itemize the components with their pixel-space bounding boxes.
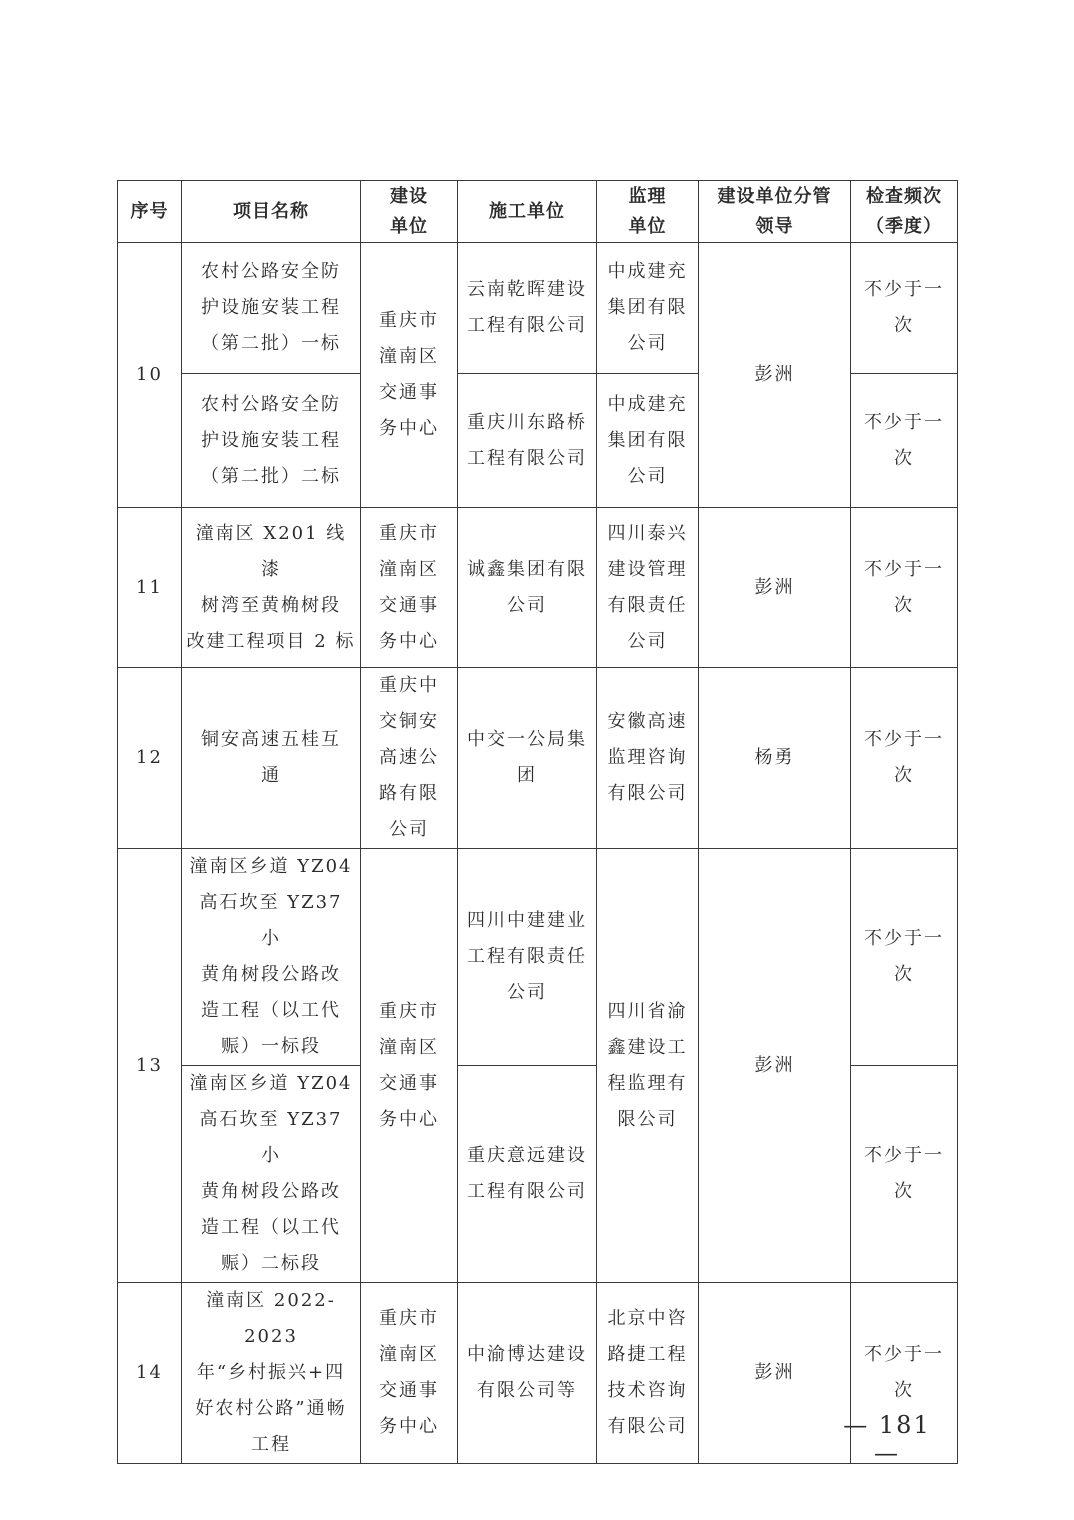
- contractor: 云南乾晖建设 工程有限公司: [458, 243, 597, 374]
- table-row: [118, 668, 958, 849]
- leader: 彭洲: [699, 508, 851, 668]
- frequency: 不少于一 次: [851, 1283, 958, 1464]
- supervisor: 北京中咨 路捷工程 技术咨询 有限公司: [597, 1283, 699, 1464]
- contractor: 四川中建建业 工程有限责任 公司: [458, 849, 597, 1066]
- frequency: 不少于一 次: [851, 668, 958, 849]
- leader: 彭洲: [699, 243, 851, 508]
- build-unit: 重庆市 潼南区 交通事 务中心: [361, 849, 458, 1283]
- supervisor: 安徽高速 监理咨询 有限公司: [597, 668, 699, 849]
- header-cell: 监理 单位: [597, 181, 699, 243]
- table-row: [118, 243, 958, 374]
- project-name: 潼南区 X201 线漆 树湾至黄桷树段 改建工程项目 2 标: [182, 508, 361, 668]
- project-name: 农村公路安全防 护设施安装工程 （第二批）一标: [182, 243, 361, 374]
- frequency: 不少于一 次: [851, 849, 958, 1066]
- build-unit: 重庆市 潼南区 交通事 务中心: [361, 1283, 458, 1464]
- supervisor: 四川省渝 鑫建设工 程监理有 限公司: [597, 849, 699, 1283]
- row-number: 11: [118, 508, 182, 668]
- leader: 杨勇: [699, 668, 851, 849]
- project-name: 潼南区乡道 YZ04 高石坎至 YZ37 小 黄角树段公路改 造工程（以工代 赈）二标段: [182, 1066, 361, 1283]
- row-number: 10: [118, 243, 182, 508]
- build-unit: 重庆中 交铜安 高速公 路有限 公司: [361, 668, 458, 849]
- supervisor: 中成建充 集团有限 公司: [597, 374, 699, 508]
- project-name: 潼南区 2022-2023 年“乡村振兴+四 好农村公路”通畅 工程: [182, 1283, 361, 1464]
- header-cell: 建设 单位: [361, 181, 458, 243]
- table-row: [118, 508, 958, 668]
- project-name: 铜安高速五桂互 通: [182, 668, 361, 849]
- row-number: 13: [118, 849, 182, 1283]
- inspection-table: [117, 180, 958, 1464]
- contractor: 诚鑫集团有限 公司: [458, 508, 597, 668]
- frequency: 不少于一 次: [851, 1066, 958, 1283]
- table-row: [118, 849, 958, 1066]
- header-cell: 施工单位: [458, 181, 597, 243]
- frequency: 不少于一 次: [851, 243, 958, 374]
- project-name: 农村公路安全防 护设施安装工程 （第二批）二标: [182, 374, 361, 508]
- header-cell: 序号: [118, 181, 182, 243]
- row-number: 12: [118, 668, 182, 849]
- page-number: — 181 —: [843, 1411, 931, 1467]
- leader: 彭洲: [699, 849, 851, 1283]
- leader: 彭洲: [699, 1283, 851, 1464]
- supervisor: 中成建充 集团有限 公司: [597, 243, 699, 374]
- contractor: 重庆川东路桥 工程有限公司: [458, 374, 597, 508]
- header-cell: 检查频次 （季度）: [851, 181, 958, 243]
- table-header-row: [118, 181, 958, 243]
- contractor: 重庆意远建设 工程有限公司: [458, 1066, 597, 1283]
- header-cell: 建设单位分管 领导: [699, 181, 851, 243]
- header-cell: 项目名称: [182, 181, 361, 243]
- build-unit: 重庆市 潼南区 交通事 务中心: [361, 508, 458, 668]
- contractor: 中渝博达建设 有限公司等: [458, 1283, 597, 1464]
- row-number: 14: [118, 1283, 182, 1464]
- supervisor: 四川泰兴 建设管理 有限责任 公司: [597, 508, 699, 668]
- contractor: 中交一公局集 团: [458, 668, 597, 849]
- build-unit: 重庆市 潼南区 交通事 务中心: [361, 243, 458, 508]
- frequency: 不少于一 次: [851, 508, 958, 668]
- frequency: 不少于一 次: [851, 374, 958, 508]
- project-name: 潼南区乡道 YZ04 高石坎至 YZ37 小 黄角树段公路改 造工程（以工代 赈）一标段: [182, 849, 361, 1066]
